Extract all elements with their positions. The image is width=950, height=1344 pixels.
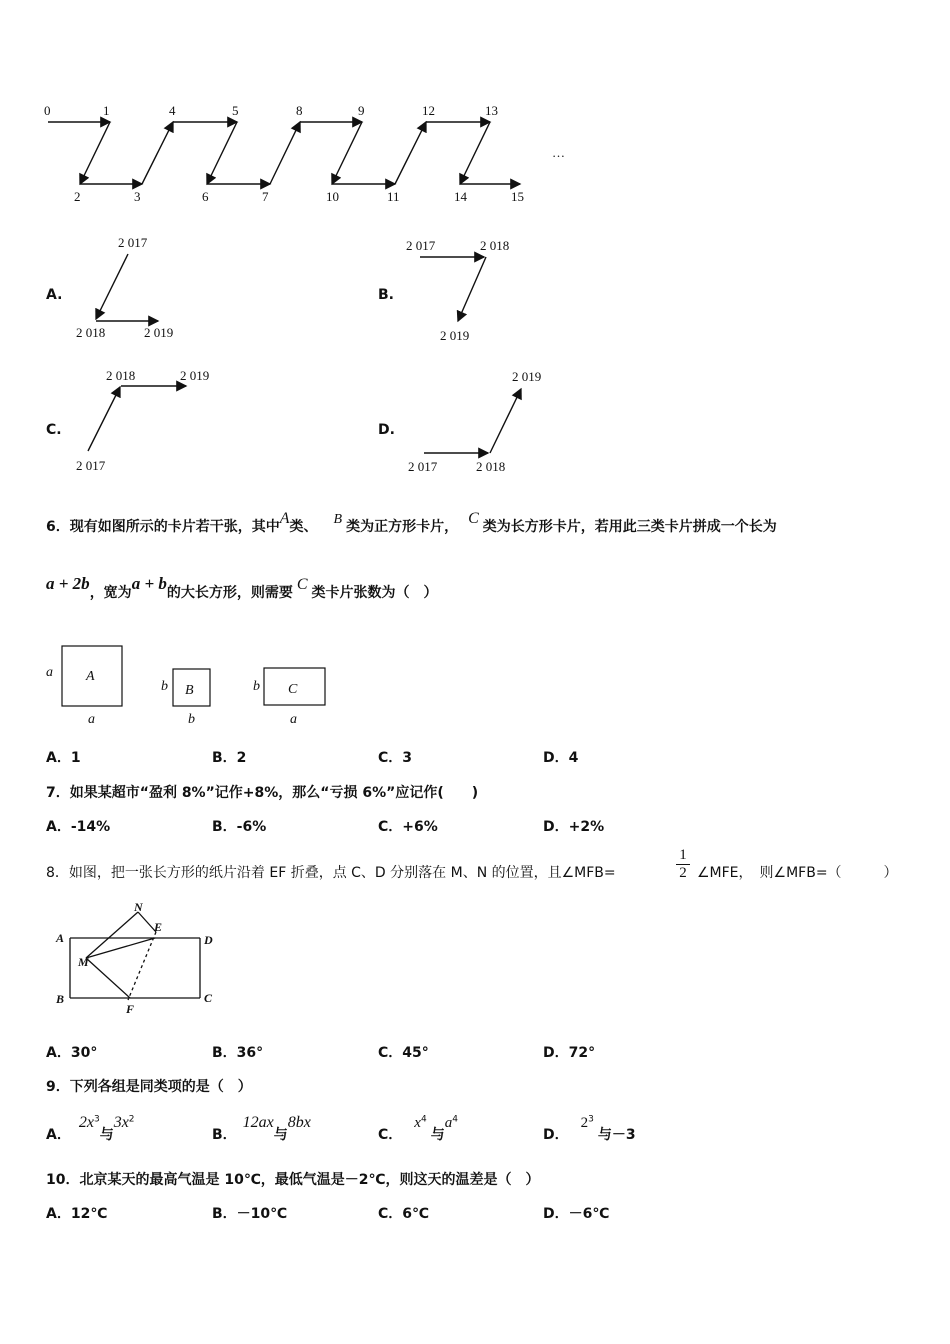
q8-text: 8．如图，把一张长方形的纸片沿着 EF 折叠，点 C、D 分别落在 M、N 的位置，且∠MFB= [46, 865, 616, 881]
q6-text: ，宽为 [89, 585, 132, 601]
fig-label-c: C [204, 991, 213, 1005]
q5a-label: 2 017 [118, 235, 148, 250]
q6-length: a + 2b [46, 574, 90, 593]
q10-option[interactable]: C．6℃ [378, 1206, 429, 1222]
q6-text: 类为正方形卡片， [346, 519, 459, 535]
fig-label-d: D [204, 933, 213, 947]
fig-label-f: F [126, 1002, 135, 1016]
q5c-label: 2 017 [76, 458, 106, 473]
seq-top-label: 0 [44, 103, 51, 118]
card-a-side: a [46, 665, 53, 680]
q5a-label: 2 019 [144, 325, 174, 340]
seq-top-label: 4 [169, 103, 176, 118]
q6-option[interactable]: B．2 [212, 750, 247, 766]
q8-option[interactable]: A．30° [46, 1045, 98, 1061]
q10-option[interactable]: B．－10℃ [212, 1206, 288, 1222]
q6-text: 6．现有如图所示的卡片若干张，其中 [46, 519, 280, 535]
q9-option-b[interactable] [212, 1112, 311, 1143]
q5-option-b-letter[interactable]: B. [378, 287, 394, 303]
q6-var-b: B [333, 512, 343, 527]
q5d-label: 2 018 [476, 459, 506, 474]
q9-join: 与 [273, 1127, 288, 1143]
q9-left: x [414, 1115, 421, 1131]
q5-option-d-letter[interactable]: D. [378, 422, 395, 438]
seq-bottom-label: 2 [74, 189, 81, 204]
q6-cards-figure [40, 640, 340, 730]
q5b-label: 2 019 [440, 328, 470, 343]
card-b-name: B [185, 683, 194, 698]
q6-text: 类卡片张数为（ ） [311, 585, 438, 601]
seq-bottom-label: 14 [454, 189, 467, 204]
seq-bottom-label: 7 [262, 189, 269, 204]
card-c-bottom: a [290, 712, 297, 727]
q6-var-a: A [279, 510, 290, 527]
q5c-label: 2 019 [180, 368, 210, 383]
q9-join: 与 [430, 1127, 445, 1143]
q8-stem [46, 862, 616, 882]
q9-left: 2x [78, 1114, 94, 1131]
q8-fold-figure [50, 900, 220, 1025]
q7-option[interactable]: C．+6% [378, 819, 438, 835]
q6-text: 的大长方形，则需要 [166, 585, 293, 601]
q9-left-exp: 3 [93, 1114, 100, 1125]
seq-bottom-label: 6 [202, 189, 209, 204]
q9-letter: A． [46, 1127, 71, 1143]
q9-right: 8bx [287, 1114, 311, 1131]
q8-option[interactable]: B．36° [212, 1045, 264, 1061]
seq-ellipsis: … [552, 145, 565, 160]
q6-var-c: C [468, 510, 479, 527]
card-c-name: C [288, 682, 298, 697]
q5-option-c-letter[interactable]: C. [46, 422, 62, 438]
q9-option-a[interactable] [46, 1112, 135, 1143]
q6-option[interactable]: D．4 [543, 750, 579, 766]
seq-bottom-label: 3 [134, 189, 141, 204]
card-c-side: b [253, 679, 260, 694]
q5-option-d-figure [400, 365, 560, 480]
q6-stem-line2 [46, 574, 438, 602]
q6-option[interactable]: C．3 [378, 750, 413, 766]
seq-top-label: 12 [422, 103, 435, 118]
fig-label-b: B [56, 992, 65, 1006]
fig-label-n: N [134, 900, 143, 914]
q8-option[interactable]: C．45° [378, 1045, 429, 1061]
q9-left-exp: 3 [588, 1114, 594, 1125]
seq-top-label: 9 [358, 103, 365, 118]
q6-text: 类为长方形卡片，若用此三类卡片拼成一个长为 [482, 519, 777, 535]
q7-stem: 7．如果某超市“盈利 8%”记作+8%，那么“亏损 6%”应记作( ) [46, 785, 479, 801]
q7-option[interactable]: B．-6% [212, 819, 267, 835]
q6-text: 类、 [289, 519, 318, 535]
q5-option-a-figure [70, 230, 210, 345]
q9-right: a [444, 1115, 453, 1131]
q6-width: a + b [131, 574, 167, 593]
seq-bottom-label: 11 [387, 189, 400, 204]
q9-right-exp: 4 [452, 1114, 458, 1125]
q9-letter: B． [212, 1127, 237, 1143]
seq-top-label: 1 [103, 103, 110, 118]
fig-label-a: A [56, 931, 65, 945]
card-b-side: b [161, 679, 168, 694]
q9-letter: C． [378, 1127, 403, 1143]
q9-left-exp: 4 [420, 1114, 427, 1125]
card-a-bottom: a [88, 712, 95, 727]
q5-option-a-letter[interactable]: A. [46, 287, 63, 303]
q9-left: 2 [580, 1115, 589, 1131]
q9-join: 与 [597, 1127, 612, 1143]
q9-option-c[interactable] [378, 1112, 458, 1143]
q9-right-exp: 2 [128, 1114, 135, 1125]
q10-stem: 10．北京某天的最高气温是 10℃，最低气温是－2℃，则这天的温差是（ ） [46, 1172, 540, 1188]
q5a-label: 2 018 [76, 325, 106, 340]
q8-frac-den: 2 [676, 864, 690, 882]
fig-label-m: M [78, 955, 89, 969]
q9-left: 12ax [242, 1114, 274, 1131]
q8-frac-num: 1 [679, 847, 687, 863]
q5b-label: 2 017 [406, 238, 436, 253]
q5-option-c-figure [70, 363, 230, 478]
q9-right: －3 [611, 1127, 636, 1143]
q5b-label: 2 018 [480, 238, 510, 253]
card-a-name: A [86, 669, 95, 684]
q6-var-c2: C [296, 576, 308, 593]
q9-option-d[interactable] [543, 1112, 636, 1143]
seq-top-label: 8 [296, 103, 303, 118]
seq-top-label: 13 [485, 103, 498, 118]
q9-letter: D． [543, 1127, 569, 1143]
q9-join: 与 [99, 1127, 114, 1143]
q10-option[interactable]: D．－6℃ [543, 1206, 610, 1222]
seq-top-label: 5 [232, 103, 239, 118]
seq-bottom-label: 10 [326, 189, 339, 204]
card-b-bottom: b [188, 712, 195, 727]
q9-right: 3x [113, 1114, 129, 1131]
q5d-label: 2 019 [512, 369, 542, 384]
fig-label-e: E [154, 920, 163, 934]
seq-bottom-label: 15 [511, 189, 524, 204]
q8-stem-end: ∠MFE， 则∠MFB=（ ） [697, 865, 898, 881]
q7-option[interactable]: D．+2% [543, 819, 605, 835]
q10-option[interactable]: A．12℃ [46, 1206, 108, 1222]
q8-option[interactable]: D．72° [543, 1045, 596, 1061]
q6-option[interactable]: A．1 [46, 750, 81, 766]
sequence-diagram [30, 95, 590, 215]
q5-option-b-figure [400, 232, 540, 347]
q5c-label: 2 018 [106, 368, 136, 383]
q9-stem: 9．下列各组是同类项的是（ ） [46, 1079, 252, 1095]
q8-fraction [676, 847, 690, 882]
q5d-label: 2 017 [408, 459, 438, 474]
q7-option[interactable]: A．-14% [46, 819, 111, 835]
q6-stem-line1 [46, 510, 906, 536]
